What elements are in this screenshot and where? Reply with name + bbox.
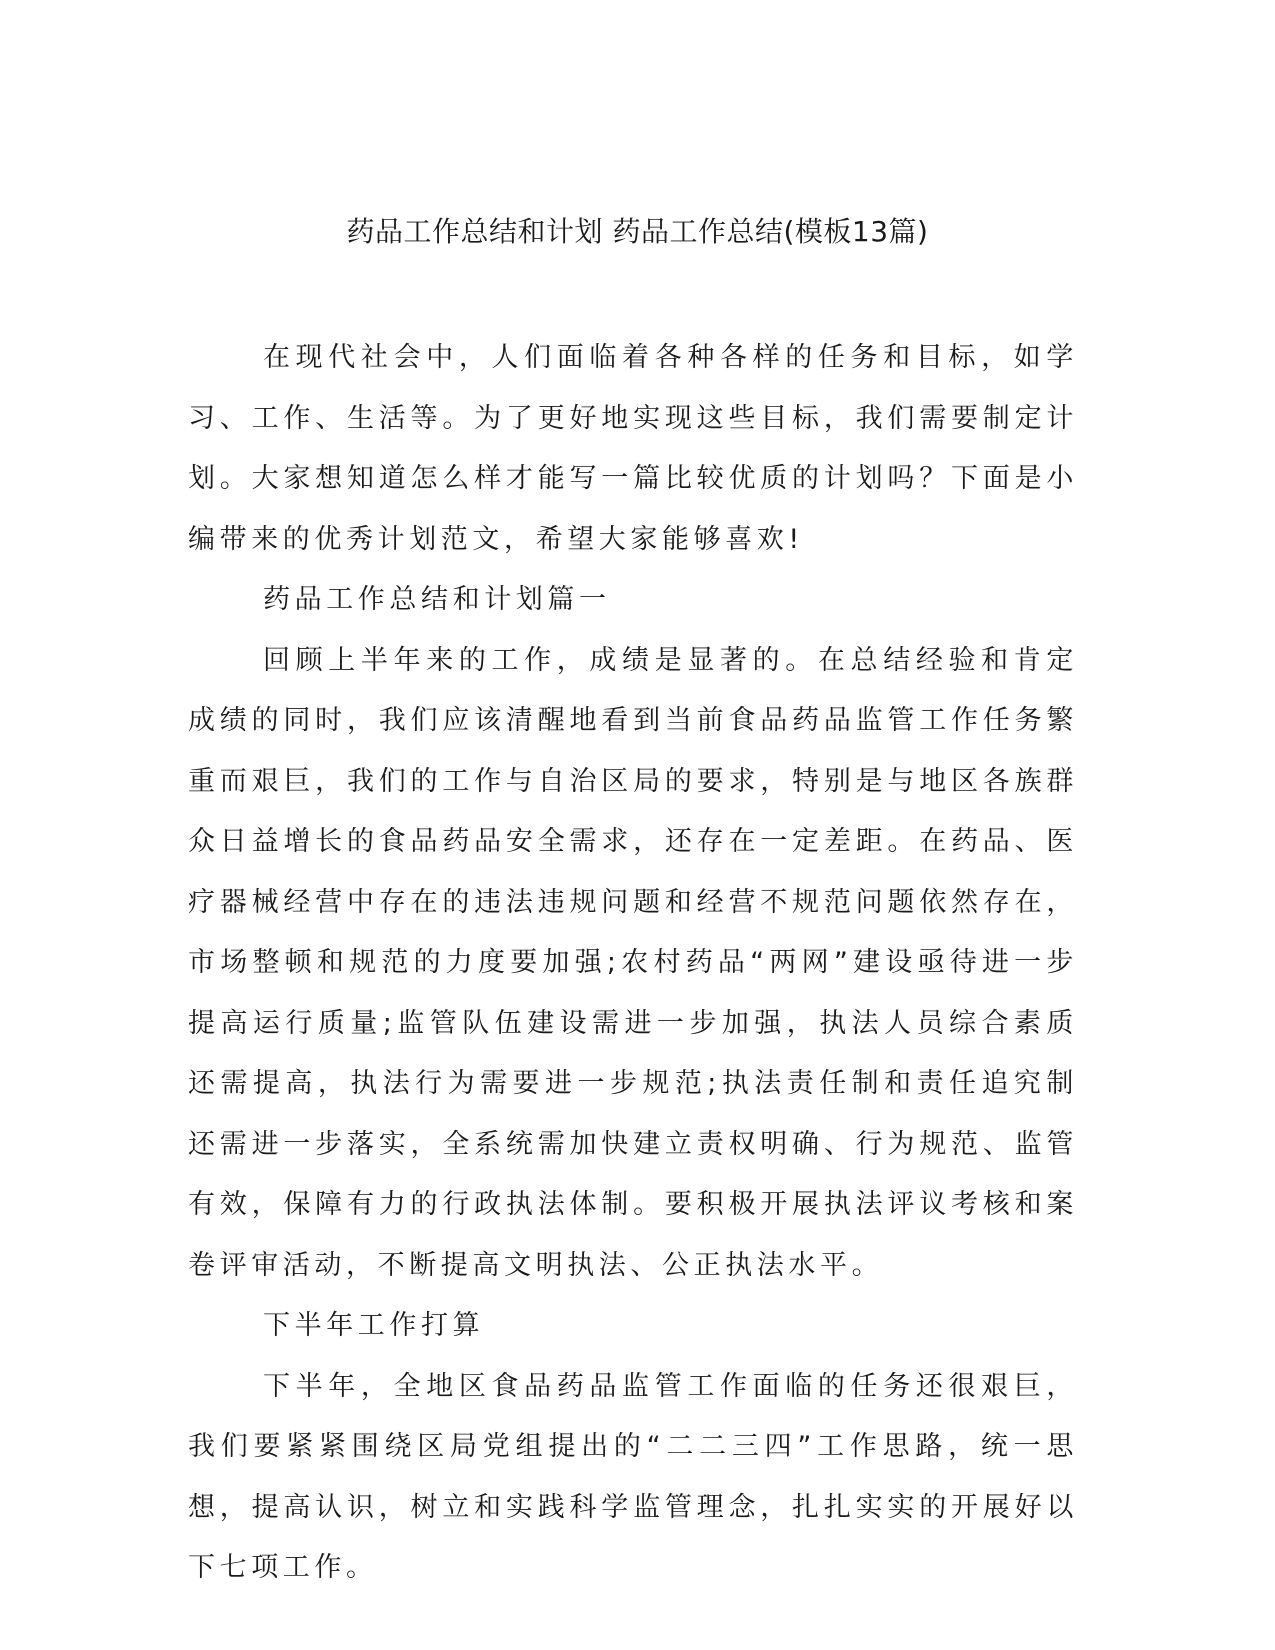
review-paragraph: 回顾上半年来的工作，成绩是显著的。在总结经验和肯定成绩的同时，我们应该清醒地看到当前食品药品监管工作任务繁重而艰巨，我们的工作与自治区局的要求，特别是与地区各族群众日益增长的食品药品安全需求，还存在一定差距。在药品、医疗器械经营中存在的违法违规问题和经营不规范问题依然存在，市场整顿和规范的力度要加强;农村药品“两网”建设亟待进一步提高运行质量;监管队伍建设需进一步加强，执法人员综合素质还需提高，执法行为需要进一步规范;执法责任制和责任追究制还需进一步落实，全系统需加快建立责权明确、行为规范、监管有效，保障有力的行政执法体制。要积极开展执法评议考核和案卷评审活动，不断提高文明执法、公正执法水平。 — [188, 644, 1078, 1281]
section-heading-second-half-plan: 下半年工作打算 — [263, 1310, 485, 1341]
document-body — [188, 328, 1078, 1599]
intro-paragraph: 在现代社会中，人们面临着各种各样的任务和目标，如学习、工作、生活等。为了更好地实现这些目标，我们需要制定计划。大家想知道怎么样才能写一篇比较优质的计划吗？下面是小编带来的优秀计划范文，希望大家能够喜欢! — [188, 342, 1078, 555]
plan-paragraph: 下半年，全地区食品药品监管工作面临的任务还很艰巨，我们要紧紧围绕区局党组提出的“二二三四”工作思路，统一思想，提高认识，树立和实践科学监管理念，扎扎实实的开展好以下七项工作。 — [188, 1370, 1078, 1583]
document-title: 药品工作总结和计划 药品工作总结(模板13篇) — [346, 215, 929, 248]
section-heading-part-one: 药品工作总结和计划篇一 — [263, 584, 611, 615]
